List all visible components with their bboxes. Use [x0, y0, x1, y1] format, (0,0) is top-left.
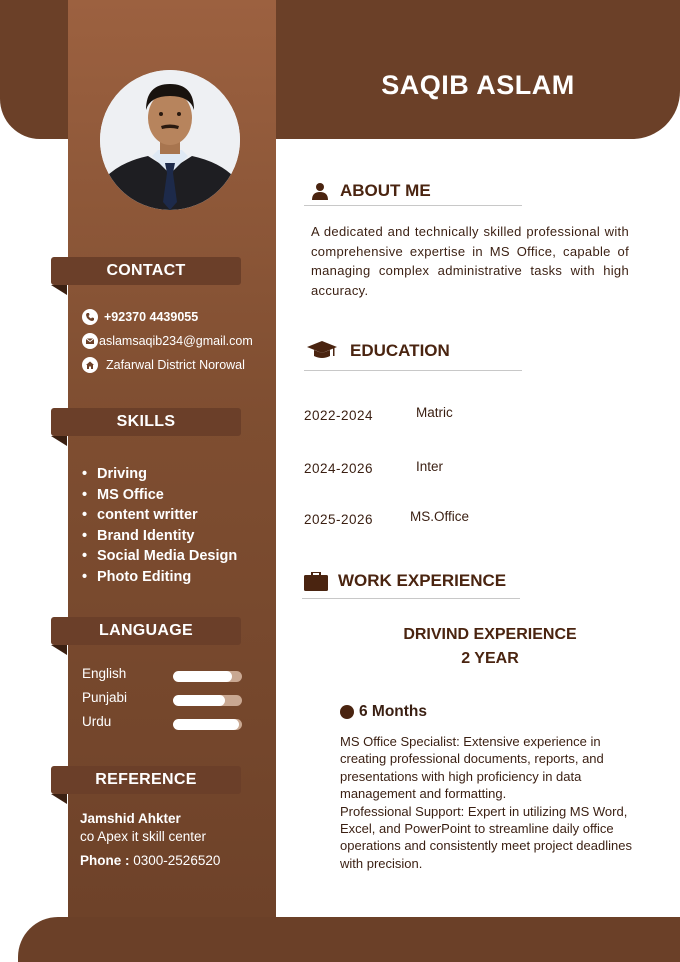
language-level-fill [173, 695, 225, 706]
education-degree: MS.Office [410, 509, 470, 524]
contact-phone [82, 309, 198, 325]
education-years: 2025-2026 [304, 512, 374, 527]
language-name: Punjabi [82, 690, 128, 705]
about-heading-text: ABOUT ME [340, 181, 431, 200]
list-item: • MS Office [82, 485, 237, 506]
email-icon [82, 333, 98, 349]
education-years: 2022-2024 [304, 408, 374, 423]
language-level-fill [173, 671, 232, 682]
briefcase-icon [304, 572, 328, 591]
reference-phone-number: 0300-2526520 [133, 853, 221, 868]
about-text: A dedicated and technically skilled professional with comprehensive expertise in MS Office, capable of managing complex administrative tasks with high accuracy. [311, 224, 629, 298]
profile-photo [100, 70, 240, 210]
work-description-paragraph: MS Office Specialist: Extensive experience in creating professional documents, reports, and presentations with high proficiency in data management and formatting. [340, 734, 604, 802]
skills-heading-fold [51, 436, 67, 446]
list-item: • Social Media Design [82, 546, 237, 567]
bullet-dot [340, 705, 354, 719]
work-heading [304, 571, 506, 591]
skills-list [82, 464, 237, 587]
reference-phone-label: Phone : [80, 853, 130, 868]
work-title-line2: 2 YEAR [461, 650, 519, 667]
resume-name: SAQIB ASLAM [381, 70, 575, 100]
reference-phone [80, 853, 220, 868]
contact-email [82, 333, 253, 349]
divider [302, 598, 520, 599]
language-row-urdu [82, 714, 242, 732]
language-row-punjabi [82, 690, 242, 708]
work-description-paragraph: Professional Support: Expert in utilizing MS Word, Excel, and PowerPoint to streamline daily office operations and consistently meet project deadlines with precision. [340, 803, 632, 871]
list-item: • Photo Editing [82, 567, 237, 588]
list-item: • Brand Identity [82, 526, 237, 547]
phone-icon [82, 309, 98, 325]
reference-heading-fold [51, 794, 67, 804]
skills-heading: SKILLS [51, 408, 241, 436]
language-level-fill [173, 719, 239, 730]
education-degree: Inter [416, 459, 444, 474]
contact-email-text: aslamsaqib234@gmail.com [99, 334, 253, 348]
work-description [340, 733, 650, 872]
reference-heading: REFERENCE [51, 766, 241, 794]
education-heading [307, 341, 450, 361]
language-heading-fold [51, 645, 67, 655]
language-name: Urdu [82, 714, 112, 729]
language-name: English [82, 666, 127, 681]
divider [304, 370, 522, 371]
work-title-line1: DRIVIND EXPERIENCE [403, 626, 577, 643]
language-row-english [82, 666, 242, 684]
person-icon [312, 182, 328, 200]
work-duration-text: 6 Months [359, 703, 428, 720]
list-item: • content writter [82, 505, 237, 526]
work-title [380, 623, 600, 671]
contact-phone-text: +92370 4439055 [104, 310, 199, 324]
work-heading-text: WORK EXPERIENCE [338, 571, 507, 590]
education-years: 2024-2026 [304, 461, 374, 476]
education-degree: Matric [416, 405, 453, 420]
contact-heading: CONTACT [51, 257, 241, 285]
graduation-cap-icon [307, 341, 337, 361]
about-heading [312, 181, 431, 201]
language-heading: LANGUAGE [51, 617, 241, 645]
list-item: • Driving [82, 464, 237, 485]
footer-band [18, 917, 680, 962]
reference-organization: co Apex it skill center [80, 829, 207, 844]
contact-address [82, 357, 245, 373]
divider [304, 205, 522, 206]
language-level-bar [173, 695, 242, 706]
education-heading-text: EDUCATION [350, 341, 450, 360]
home-icon [82, 357, 98, 373]
language-level-bar [173, 719, 242, 730]
language-level-bar [173, 671, 242, 682]
work-duration [340, 703, 427, 721]
contact-heading-fold [51, 285, 67, 295]
reference-name: Jamshid Ahkter [80, 811, 181, 826]
contact-address-text: Zafarwal District Norowal [106, 358, 245, 372]
